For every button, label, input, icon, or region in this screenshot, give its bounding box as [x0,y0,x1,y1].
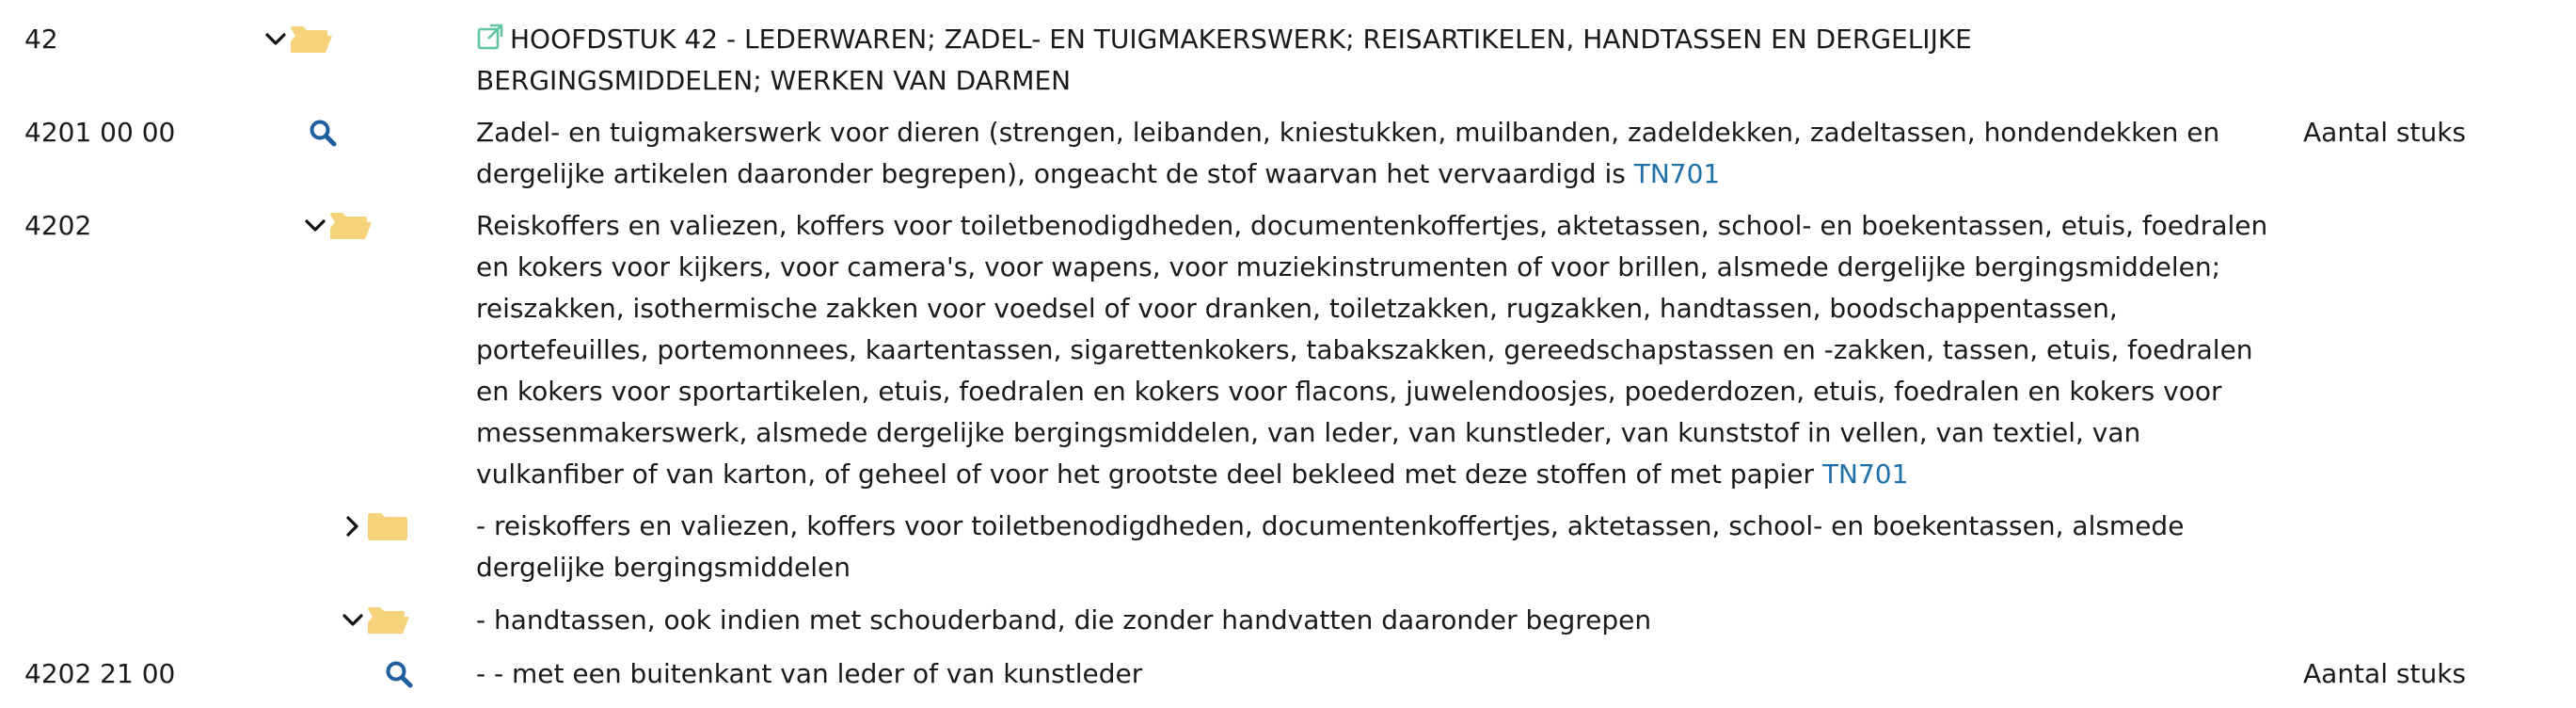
unit-label: Aantal stuks [2303,658,2466,689]
tn-link[interactable]: TN701 [1821,459,1909,490]
tree-row-subheading-handtassen [0,600,2576,641]
row-description [476,600,2288,641]
row-controls [303,205,373,247]
tree-row-chapter-42 [0,19,2576,102]
row-controls [307,112,339,153]
description-text: - reiskoffers en valiezen, koffers voor toiletbenodigdheden, documentenkoffertjes, aktetassen, school- en boekentassen, alsmede dergelijke bergingsmiddelen [476,510,2185,583]
row-description [476,205,2288,495]
folder-icon[interactable] [367,506,410,547]
chevron-right-icon[interactable] [341,506,365,547]
tree-row-4202-21-00 [0,653,2576,695]
row-controls [341,506,410,547]
chevron-down-icon[interactable] [263,19,288,60]
row-controls [383,653,415,695]
chevron-down-icon[interactable] [303,205,327,247]
tree-row-subheading-reiskoffers [0,506,2576,588]
folder-open-icon[interactable] [329,205,373,247]
row-code: 4202 [24,210,92,241]
row-code: 42 [24,24,58,55]
row-description [476,506,2288,588]
description-text: - handtassen, ook indien met schouderband, die zonder handvatten daaronder begrepen [476,604,1652,636]
row-code: 4201 00 00 [24,117,176,148]
row-controls [263,19,333,60]
tn-link[interactable]: TN701 [1633,158,1721,189]
external-link-icon[interactable] [476,22,504,50]
description-text: Reiskoffers en valiezen, koffers voor toiletbenodigdheden, documentenkoffertjes, aktetassen, school- en boekentassen, etuis, foedralen en kokers voor kijkers, voor camera's, voor wapens, voor muziekinstrumenten of voor brillen, alsmede dergelijke bergingsmiddelen; reiszakken, isothermische zakken voor voedsel of voor dranken, toiletzakken, rugzakken, handtassen, boodschappentassen, portefeuilles, portemonnees, kaartentassen, sigarettenkokers, tabakszakken, gereedschapstassen en -zakken, tassen, etuis, foedralen en kokers voor sportartikelen, etuis, foedralen en kokers voor flacons, juwelendoosjes, poederdozen, etuis, foedralen en kokers voor messenmakerswerk, alsmede dergelijke bergingsmiddelen, van leder, van kunstleder, van kunststof in vellen, van textiel, van vulkanfiber of van karton, of geheel of voor het grootste deel bekleed met deze stoffen of met papier [476,210,2268,490]
tree-row-4202 [0,205,2576,495]
row-description [476,653,2288,695]
row-code: 4202 21 00 [24,658,176,689]
description-text: - - met een buitenkant van leder of van kunstleder [476,658,1143,689]
search-icon[interactable] [383,653,415,695]
description-text: Zadel- en tuigmakerswerk voor dieren (strengen, leibanden, kniestukken, muilbanden, zadeldekken, zadeltassen, hondendekken en dergelijke artikelen daaronder begrepen), ongeacht de stof waarvan het vervaardigd is [476,117,2220,189]
unit-label: Aantal stuks [2303,117,2466,148]
row-description [476,112,2288,195]
row-controls [341,600,410,641]
folder-open-icon[interactable] [290,19,333,60]
folder-open-icon[interactable] [367,600,410,641]
chapter-title: HOOFDSTUK 42 - LEDERWAREN; ZADEL- EN TUIGMAKERSWERK; REISARTIKELEN, HANDTASSEN EN DERGELIJKE BERGINGSMIDDELEN; WERKEN VAN DARMEN [476,24,1972,96]
tree-row-4201-00-00 [0,112,2576,195]
search-icon[interactable] [307,112,339,153]
chevron-down-icon[interactable] [341,600,365,641]
row-description [476,19,2264,102]
